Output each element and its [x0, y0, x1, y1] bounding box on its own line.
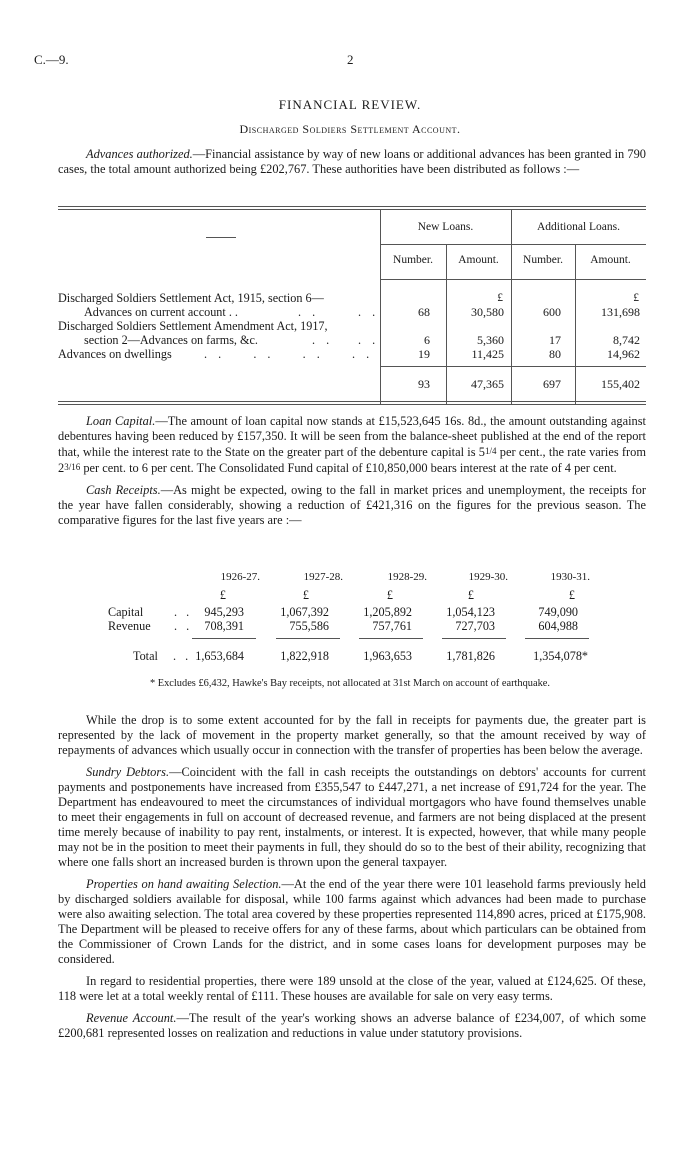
header-additional-loans: Additional Loans.	[536, 221, 621, 233]
loan-capital-text: per cent. to 6 per cent. The Consolidated Fund capital of £10,850,000 bears interest at the rate of 4 per cent.	[80, 461, 617, 475]
leader-dots: . .	[173, 649, 192, 663]
header-new-loans: New Loans.	[417, 221, 474, 233]
loan-capital-text: per cent., the rate varies from 2	[58, 445, 646, 475]
cell-new-number: 6	[424, 333, 430, 347]
revenue-account-text: —The result of the year's working shows an adverse balance of £234,007, of which some £200,681 represented losses on realization and reductions in value under statutory provisions.	[58, 1011, 646, 1040]
table-rule	[58, 209, 646, 210]
row-label-total: Total	[133, 649, 158, 663]
table-rule	[380, 244, 646, 245]
currency-mark: £	[467, 588, 474, 602]
year-header: 1928-29.	[387, 571, 427, 583]
cell-new-amount: 11,425	[471, 347, 504, 361]
total-value: 1,354,078*	[533, 649, 588, 663]
cash-receipts-text: —As might be expected, owing to the fall in market prices and unemployment, the receipts for the year have fallen considerably, showing a reduction of £421,316 on the figures for the previous season. The comparative figures for the last five years are :—	[58, 483, 646, 527]
sundry-debtors-text: —Coincident with the fall in cash receipts the outstandings on debtors' accounts for current payments and postponements have increased from £355,547 to £447,271, a net increase of £91,724 for the year. The Department has endeavoured to meet the circumstances of individual mortgagors who have found themselves unable to meet their engagements in full on account of decreased revenue, and farmers are not being displaced at the present time merely because of inability to pay rent, instalments, or interest. It is expected, however, that while many people may not be in the position to meet their payments in full, they should do so to the best of their ability, recognizing that where one falls short an increased burden is thrown upon the general taxpayer.	[58, 765, 646, 869]
total-value: 1,781,826	[446, 649, 495, 663]
row-label: Advances on current account . .	[84, 305, 238, 319]
total-value: 1,653,684	[195, 649, 244, 663]
currency-mark: £	[568, 588, 575, 602]
stub-dash	[206, 237, 236, 238]
row-label: Discharged Soldiers Settlement Act, 1915, section 6—	[58, 291, 324, 305]
residential-paragraph: In regard to residential properties, there were 189 unsold at the close of the year, valued at £124,625. Of these, 118 were let at a total weekly rental of £111. These houses are available for sale on very easy terms.	[58, 974, 646, 1003]
receipts-footnote: * Excludes £6,432, Hawke's Bay receipts, not allocated at 31st March on account of earthquake.	[149, 678, 551, 689]
properties-lead: Properties on hand awaiting Selection.	[86, 877, 282, 891]
capital-value: 1,067,392	[280, 605, 329, 619]
leader-dots: . .	[358, 333, 380, 347]
advances-paragraph	[58, 147, 646, 177]
total-new-number: 93	[418, 377, 430, 391]
sum-rule	[525, 638, 589, 639]
page-title: FINANCIAL REVIEW.	[278, 97, 422, 112]
capital-value: 1,054,123	[446, 605, 495, 619]
leader-dots: . . . . . . . .	[204, 347, 374, 361]
cell-add-number: 600	[543, 305, 561, 319]
total-add-amount: 155,402	[601, 377, 640, 391]
leader-dots: . .	[358, 305, 380, 319]
capital-value: 1,205,892	[363, 605, 412, 619]
currency-mark: £	[386, 588, 393, 602]
header-new-amount: Amount.	[458, 254, 499, 266]
leader-dots: . .	[312, 333, 334, 347]
year-header: 1926-27.	[220, 571, 260, 583]
total-value: 1,822,918	[280, 649, 329, 663]
table-rule	[380, 279, 646, 280]
cell-new-amount: 30,580	[471, 305, 504, 319]
cell-add-amount: 8,742	[613, 333, 640, 347]
loan-cash-paragraphs	[58, 414, 646, 528]
cell-new-number: 19	[418, 347, 430, 361]
table-rule	[58, 206, 646, 207]
table-rule	[58, 404, 646, 405]
total-value: 1,963,653	[363, 649, 412, 663]
row-label: Advances on dwellings	[58, 347, 172, 361]
year-header: 1927-28.	[303, 571, 343, 583]
year-header: 1929-30.	[468, 571, 508, 583]
revenue-account-lead: Revenue Account.	[86, 1011, 177, 1025]
cell-new-amount: 5,360	[477, 333, 504, 347]
cell-add-number: 17	[549, 333, 561, 347]
header-new-number: Number.	[393, 254, 433, 266]
row-label: section 2—Advances on farms, &c.	[84, 333, 258, 347]
advances-text: —Financial assistance by way of new loans or additional advances has been granted in 790 cases, the total amount authorized being £202,767. These authorities have been distributed as follows :—	[58, 147, 646, 176]
row-label-capital: Capital	[108, 605, 144, 619]
currency-mark: £	[633, 292, 639, 304]
properties-text: —At the end of the year there were 101 leasehold farms previously held by discharged soldiers available for disposal, while 100 farms against which advances had been made to purchase were also awaiting selection. The total area covered by these properties represented 114,890 acres, priced at £175,908. The Department will be pleased to receive offers for any of these farms, about which particulars can be obtained from the Commissioner of Crown Lands for the district, and in some cases loans for development purposes may be considered.	[58, 877, 646, 966]
header-add-amount: Amount.	[590, 254, 631, 266]
table-rule	[58, 401, 646, 402]
sum-rule	[442, 638, 506, 639]
currency-mark: £	[219, 588, 226, 602]
total-new-amount: 47,365	[471, 377, 504, 391]
revenue-value: 757,761	[372, 619, 412, 633]
year-header: 1930-31.	[550, 571, 590, 583]
revenue-value: 727,703	[455, 619, 495, 633]
cell-new-number: 68	[418, 305, 430, 319]
advances-lead: Advances authorized.	[86, 147, 193, 161]
total-add-number: 697	[543, 377, 561, 391]
page-reference: C.—9.	[34, 52, 69, 67]
currency-mark: £	[497, 292, 503, 304]
capital-value: 945,293	[204, 605, 244, 619]
closing-paragraphs	[58, 713, 646, 1041]
header-add-number: Number.	[523, 254, 563, 266]
sum-rule	[192, 638, 256, 639]
fraction: 3/16	[64, 462, 81, 472]
row-label: Discharged Soldiers Settlement Amendment Act, 1917,	[58, 319, 328, 333]
leader-dots: . .	[174, 619, 193, 633]
currency-mark: £	[302, 588, 309, 602]
leader-dots: . .	[298, 305, 320, 319]
loan-capital-lead: Loan Capital.	[86, 414, 156, 428]
sundry-debtors-lead: Sundry Debtors.	[86, 765, 170, 779]
page-number: 2	[347, 52, 354, 67]
revenue-value: 604,988	[538, 619, 578, 633]
sum-rule	[276, 638, 340, 639]
table-rule	[380, 366, 646, 367]
leader-dots: . .	[174, 605, 193, 619]
capital-value: 749,090	[538, 605, 578, 619]
sum-rule	[359, 638, 423, 639]
row-label-revenue: Revenue	[108, 619, 151, 633]
cell-add-number: 80	[549, 347, 561, 361]
cash-receipts-lead: Cash Receipts.	[86, 483, 161, 497]
cell-add-amount: 14,962	[607, 347, 640, 361]
cell-add-amount: 131,698	[601, 305, 640, 319]
loan-capital-text: —The amount of loan capital now stands at £15,523,645 16s. 8d., the amount outstanding against debentures having been reduced by £157,350. It will be seen from the balance-sheet published at the end of the report that, while the interest rate to the State on the greater part of the debenture capital is 5	[58, 414, 646, 459]
fraction: 1/4	[485, 446, 497, 456]
revenue-value: 708,391	[204, 619, 244, 633]
section-subtitle: Discharged Soldiers Settlement Account.	[239, 122, 461, 136]
drop-paragraph: While the drop is to some extent accounted for by the fall in receipts for payments due, the greater part is represented by the lack of movement in the property market generally, so that the amount received by way of repayments of advances which usually occur in connection with the transfer of properties has been below the average.	[58, 713, 646, 757]
revenue-value: 755,586	[289, 619, 329, 633]
